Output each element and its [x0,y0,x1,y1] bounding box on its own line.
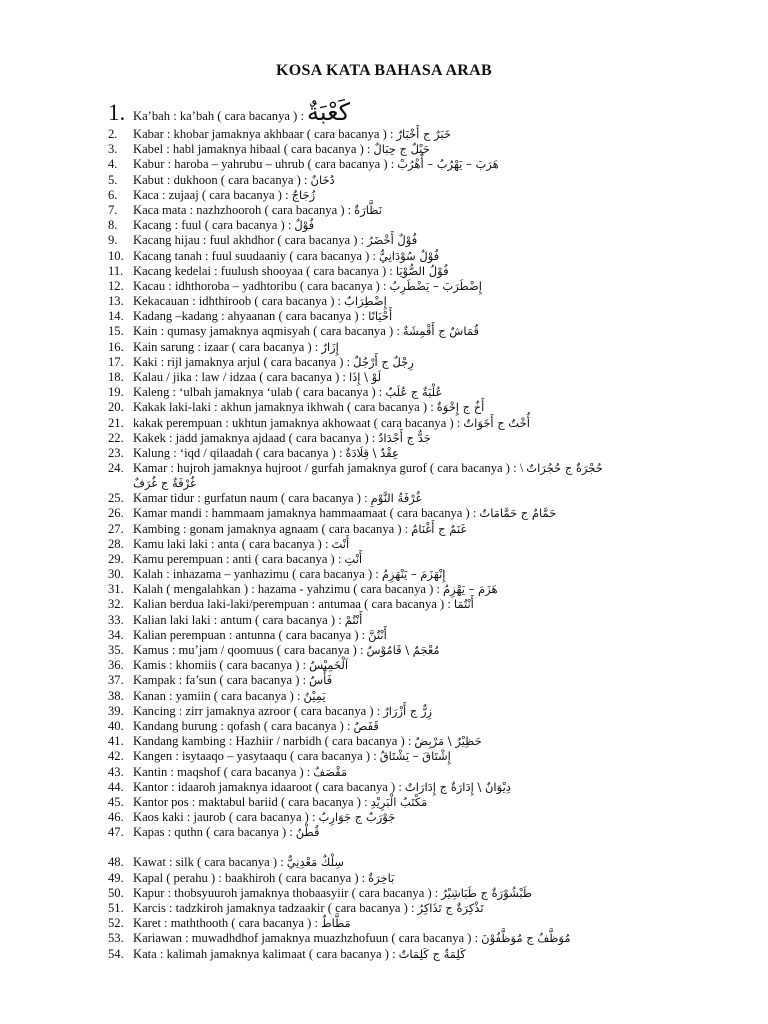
entry-number: 7. [108,202,118,217]
entry-latin: Kapas : quthn ( cara bacanya ) : [133,825,293,840]
entry-latin: Kaleng : ‘ulbah jamaknya ‘ulab ( cara bacanya ) : [133,385,383,400]
entry-latin: Kalian berdua laki-laki/perempuan : antumaa ( cara bacanya ) : [133,597,451,612]
vocabulary-entry [108,552,748,567]
entry-latin: Kawat : silk ( cara bacanya ) : [133,855,284,870]
entry-latin: Kacang tanah : fuul suudaaniy ( cara bacanya ) : [133,248,377,263]
entry-arabic: دِيْوَانٌ \ إِدَارَةٌ ج إِدَارَاتٌ [404,779,511,794]
entry-number: 25. [108,491,124,506]
vocabulary-entry [108,658,748,673]
entry-arabic: نَظَّارَةٌ [354,202,382,217]
vocabulary-entry [108,506,748,521]
entry-latin: Kalau / jika : law / idzaa ( cara bacanya ) : [133,370,346,384]
entry-number: 43. [108,764,124,779]
entry-latin: Kalian laki laki : antum ( cara bacanya ) : [133,612,342,627]
entry-number: 47. [108,825,124,840]
entry-latin: Kamus : mu’jam / qoomuus ( cara bacanya ) : [133,643,364,657]
vocabulary-entry [108,810,748,825]
entry-latin: Kandang kambing : Hazhiir / narbidh ( cara bacanya ) : [133,734,412,749]
entry-latin: Kabur : haroba – yahrubu – uhrub ( cara bacanya ) : [133,157,395,172]
entry-latin: Kalah ( mengalahkan ) : hazama - yahzimu ( cara bacanya ) : [133,582,440,597]
entry-arabic-alt: غُرْفَةٌ ج غُرَفٌ [133,476,197,491]
entry-arabic: يَمِيْنٌ [303,688,326,703]
entry-arabic: غَنَمٌ ج أَغْنَامٌ [411,521,467,536]
entry-arabic: حَظِيْرٌ \ مَرْبِضٌ [414,734,482,749]
entry-arabic: إِنْهَزَمَ – يَنْهَزِمُ [381,567,446,582]
entry-number: 49. [108,870,124,885]
entry-arabic: إِزَارٌ [321,339,339,354]
entry-arabic: كَلِمَةٌ ج كَلِمَاتٌ [398,946,466,961]
entry-arabic: خَبَرٌ ج أَخْبَارٌ [396,127,451,141]
vocabulary-entry [108,309,748,324]
entry-number: 42. [108,749,124,764]
entry-latin: Kata : kalimah jamaknya kalimaat ( cara bacanya ) : [133,946,396,961]
entry-latin: Kain sarung : izaar ( cara bacanya ) : [133,339,319,354]
entry-latin: Kantor pos : maktabul bariid ( cara bacanya ) : [133,794,368,809]
entry-arabic: فُوْلٌ أَخْضَرُ [367,233,418,248]
vocabulary-entry [108,537,748,552]
entry-arabic: أُخْتٌ ج أَخَوَاتٌ [463,415,530,430]
entry-number: 12. [108,278,124,293]
entry-latin: Kaca : zujaaj ( cara bacanya ) : [133,187,289,202]
entry-number: 39. [108,703,124,718]
entry-number: 10. [108,248,124,263]
vocabulary-entry [108,871,748,886]
vocabulary-entry [108,142,748,157]
entry-latin: Kamu perempuan : anti ( cara bacanya ) : [133,551,342,566]
entry-arabic: حَمَّامٌ ج حَمَّامَاتٌ [479,506,557,521]
entry-number: 9. [108,233,118,248]
entry-number: 17. [108,354,124,369]
entry-arabic: فُوْلٌ [294,218,315,233]
entry-number: 53. [108,931,124,946]
vocabulary-entry [108,719,748,734]
entry-latin: Kaki : rijl jamaknya arjul ( cara bacanya ) : [133,354,351,369]
entry-number: 14. [108,309,124,324]
vocabulary-entry [108,400,748,415]
entry-arabic: هَرَبَ – يَهْرُبُ – أُهْرُبْ [397,157,499,172]
entry-number: 26. [108,506,124,521]
entry-arabic: اَلْخَمِيْسُ [309,658,349,673]
vocabulary-entry [108,522,748,537]
vocabulary-entry [108,173,748,188]
vocabulary-entry [108,825,748,840]
vocabulary-entry [108,294,748,309]
entry-latin: Kakek : jadd jamaknya ajdaad ( cara bacanya ) : [133,430,376,445]
entry-number: 28. [108,536,124,551]
entry-number: 40. [108,718,124,733]
entry-number: 35. [108,643,124,657]
vocabulary-entry [108,446,748,461]
vocabulary-entry [108,567,748,582]
vocabulary-entry [108,264,748,279]
entry-latin: Kain : qumasy jamaknya aqmisyah ( cara bacanya ) : [133,324,400,339]
entry-arabic: دُخَانٌ [310,172,335,187]
vocabulary-entry [108,749,748,764]
entry-arabic: فُوْلٌ سُوْدَانِيٌّ [379,248,440,263]
vocabulary-entry [108,431,748,446]
entry-arabic: عُلْبَةٌ ج عُلَبٌ [385,385,443,400]
vocabulary-entry [108,673,748,688]
entry-latin: Kadang –kadang : ahyaanan ( cara bacanya ) : [133,309,366,324]
entry-latin: Kacang kedelai : fuulush shooyaa ( cara bacanya ) : [133,263,393,278]
entry-latin: Kariawan : muwadhdhof jamaknya muazhzhofuun ( cara bacanya ) : [133,931,479,946]
entry-number: 36. [108,658,124,673]
entry-arabic: زِرٌّ ج أَزْرَارٌ [383,703,433,718]
entry-number: 13. [108,294,124,309]
entry-arabic: مَكْتَبُ الْبَرِيْدِ [370,794,428,809]
vocabulary-entry [108,97,748,127]
vocabulary-entry [108,249,748,264]
entry-arabic: كَعْبَةٌ [306,98,351,126]
entry-number: 50. [108,885,124,900]
vocabulary-entry [108,886,748,901]
vocabulary-entry [108,901,748,916]
entry-number: 18. [108,370,124,384]
entry-arabic: قُمَاشٌ ج أَقْمِشَةٌ [402,324,479,339]
vocabulary-entry [108,233,748,248]
entry-arabic: جَوْرَبٌ ج جَوَارِبُ [318,810,396,825]
entry-arabic: مَقْصَفٌ [313,764,348,779]
entry-arabic: أَنْتُنَّ [368,627,387,642]
entry-number: 34. [108,627,124,642]
entry-arabic: إِشْتَاقَ – يَشْتَاقُ [379,749,451,764]
entry-arabic: أَنْتُمْ [344,612,363,627]
entry-number: 52. [108,916,124,931]
vocabulary-entry [108,689,748,704]
vocabulary-entry [108,734,748,749]
entry-arabic: سِلْكٌ مَعْدِنِيٌّ [286,855,345,870]
entry-latin: Kambing : gonam jamaknya agnaam ( cara bacanya ) : [133,521,409,536]
entry-number: 54. [108,946,124,961]
entry-latin: Kaca mata : nazhzhooroh ( cara bacanya ) : [133,202,352,217]
vocabulary-entry [108,582,748,597]
entry-latin: Kamis : khomiis ( cara bacanya ) : [133,658,307,673]
entry-arabic: حُجْرَةٌ ج حُجُرَاتٌ [526,461,603,476]
entry-number: 48. [108,855,124,870]
entry-arabic: أَنْتُمَا [453,597,474,612]
entry-number: 33. [108,612,124,627]
entry-latin: Kamar tidur : gurfatun naum ( cara bacanya ) : [133,491,368,506]
entry-arabic: زُجَاجٌ [291,187,316,202]
entry-number: 2. [108,127,118,141]
entry-latin: kakak perempuan : ukhtun jamaknya akhowaat ( cara bacanya ) : [133,415,461,430]
entry-latin: Kabel : habl jamaknya hibaal ( cara bacanya ) : [133,142,371,157]
entry-latin: Kabut : dukhoon ( cara bacanya ) : [133,172,308,187]
entry-number: 22. [108,430,124,445]
entry-latin: Kalian perempuan : antunna ( cara bacanya ) : [133,627,366,642]
entry-arabic: تَذْكِرَةٌ ج تَذَاكِرُ [417,901,484,915]
entry-latin: Ka’bah : ka’bah ( cara bacanya ) : [133,109,304,123]
entry-arabic: عِقْدٌ \ قِلَادَةٌ [345,445,399,460]
entry-arabic: مَطَّاطٌ [320,916,351,931]
entry-latin: Kekacauan : idhthiroob ( cara bacanya ) : [133,294,342,309]
entry-latin: Kamar mandi : hammaam jamaknya hammaamaat ( cara bacanya ) : [133,506,477,521]
entry-arabic: بَاخِرَةٌ [368,870,395,885]
vocabulary-entry [108,324,748,339]
entry-arabic: رِجْلٌ ج أَرْجُلٌ [353,354,414,369]
entry-number: 20. [108,400,124,415]
entry-latin: Karet : maththooth ( cara bacanya ) : [133,916,318,931]
entry-number: 46. [108,810,124,825]
entry-number: 1. [108,100,126,125]
entry-arabic: قَفَصٌ [353,718,379,733]
vocabulary-entry [108,218,748,233]
entry-number: 51. [108,901,124,915]
entry-number: 45. [108,794,124,809]
entry-number: 6. [108,187,118,202]
entry-number: 38. [108,688,124,703]
vocabulary-entry [108,628,748,643]
vocabulary-entry [108,491,748,506]
entry-number: 29. [108,551,124,566]
entry-latin: Karcis : tadzkiroh jamaknya tadzaakir ( cara bacanya ) : [133,901,415,915]
entry-arabic: فُوْلُ الصُّوْيَا [395,263,449,278]
entry-latin: Kalah : inhazama – yanhazimu ( cara bacanya ) : [133,567,379,582]
vocabulary-entry [108,947,748,962]
entry-number: 32. [108,597,124,612]
entry-number: 16. [108,339,124,354]
entry-latin: Kandang burung : qofash ( cara bacanya ) : [133,718,351,733]
entry-arabic: إِضْطَرَبَ – يَضْطَرِبُ [389,278,482,293]
entry-number: 5. [108,172,118,187]
entry-number: 11. [108,263,124,278]
entry-latin: Kanan : yamiin ( cara bacanya ) : [133,688,301,703]
vocabulary-list [108,97,748,962]
entry-latin: Kaos kaki : jaurob ( cara bacanya ) : [133,810,316,825]
entry-latin: Kakak laki-laki : akhun jamaknya ikhwah ( cara bacanya ) : [133,400,434,415]
vocabulary-entry [108,855,748,870]
entry-number: 3. [108,142,118,157]
entry-number: 27. [108,521,124,536]
vocabulary-entry [108,279,748,294]
entry-number: 8. [108,218,118,233]
entry-latin: Kalung : ‘iqd / qilaadah ( cara bacanya ) : [133,445,343,460]
entry-latin: Kacang hijau : fuul akhdhor ( cara bacanya ) : [133,233,365,248]
entry-latin: Kantin : maqshof ( cara bacanya ) : [133,764,311,779]
entry-arabic: حَبْلٌ ج حِبَالٌ [373,142,430,157]
entry-latin: Kapal ( perahu ) : baakhiroh ( cara bacanya ) : [133,870,366,885]
entry-arabic: مُوَظَّفٌ ج مُوَظَّفُوْنَ [481,931,571,946]
vocabulary-entry [108,127,748,142]
entry-arabic: أَحْيَانًا [368,309,393,324]
entry-number: 21. [108,415,124,430]
entry-arabic: لَوْ \ إِذَا [348,370,382,384]
entry-arabic: فَأْسٌ [309,673,333,688]
entry-arabic: إِضْطِرَابٌ [344,294,387,309]
entry-arabic: أَخٌ ج إِخْوَةٌ [436,400,485,415]
vocabulary-entry [108,916,748,931]
vocabulary-entry [108,385,748,400]
entry-number: 31. [108,582,124,597]
entry-number: 19. [108,385,124,400]
vocabulary-entry [108,461,748,491]
vocabulary-entry [108,704,748,719]
vocabulary-entry [108,780,748,795]
entry-latin: Kancing : zirr jamaknya azroor ( cara bacanya ) : [133,703,381,718]
entry-arabic: طَبْشُوْرَةٌ ج طَبَاشِيْرُ [441,885,533,900]
entry-number: 44. [108,779,124,794]
vocabulary-entry [108,355,748,370]
vocabulary-entry [108,613,748,628]
entry-number: 30. [108,567,124,582]
vocabulary-entry [108,203,748,218]
vocabulary-entry [108,157,748,172]
entry-arabic: قُطْنٌ [295,825,320,840]
entry-arabic: جَدٌّ ج أَجْدَادٌ [378,430,431,445]
entry-latin: Kantor : idaaroh jamaknya idaaroot ( cara bacanya ) : [133,779,402,794]
vocabulary-entry [108,765,748,780]
entry-arabic: أَنْتِ [344,551,363,566]
entry-number: 37. [108,673,124,688]
entry-arabic: غُرْفَةُ النَّوْمِ [370,491,422,506]
entry-latin: Kamu laki laki : anta ( cara bacanya ) : [133,536,329,551]
vocabulary-entry [108,931,748,946]
vocabulary-entry [108,340,748,355]
entry-number: 15. [108,324,124,339]
entry-latin: Kapur : thobsyuuroh jamaknya thobaasyiir ( cara bacanya ) : [133,885,439,900]
entry-arabic: أَنْتَ [331,536,350,551]
entry-latin: Kacang : fuul ( cara bacanya ) : [133,218,292,233]
entry-number: 23. [108,445,124,460]
vocabulary-entry [108,188,748,203]
entry-latin: Kampak : fa’sun ( cara bacanya ) : [133,673,307,688]
entry-latin: Kangen : isytaaqo – yasytaaqu ( cara bacanya ) : [133,749,377,764]
vocabulary-entry [108,795,748,810]
entry-arabic: هَزَمَ – يَهْزِمُ [443,582,498,597]
entry-latin: Kabar : khobar jamaknya akhbaar ( cara bacanya ) : [133,127,394,141]
entry-number: 4. [108,157,118,172]
vocabulary-entry [108,416,748,431]
entry-number: 24. [108,461,124,476]
vocabulary-entry [108,643,748,658]
entry-latin: Kamar : hujroh jamaknya hujroot / gurfah jamaknya gurof ( cara bacanya ) : \ [133,461,524,476]
entry-number: 41. [108,734,124,749]
document-title: KOSA KATA BAHASA ARAB [276,62,492,79]
vocabulary-entry [108,597,748,612]
vocabulary-entry [108,370,748,385]
entry-arabic: مُعْجَمٌ \ قَامُوْسٌ [366,643,440,657]
entry-latin: Kacau : idhthoroba – yadhtoribu ( cara bacanya ) : [133,278,387,293]
